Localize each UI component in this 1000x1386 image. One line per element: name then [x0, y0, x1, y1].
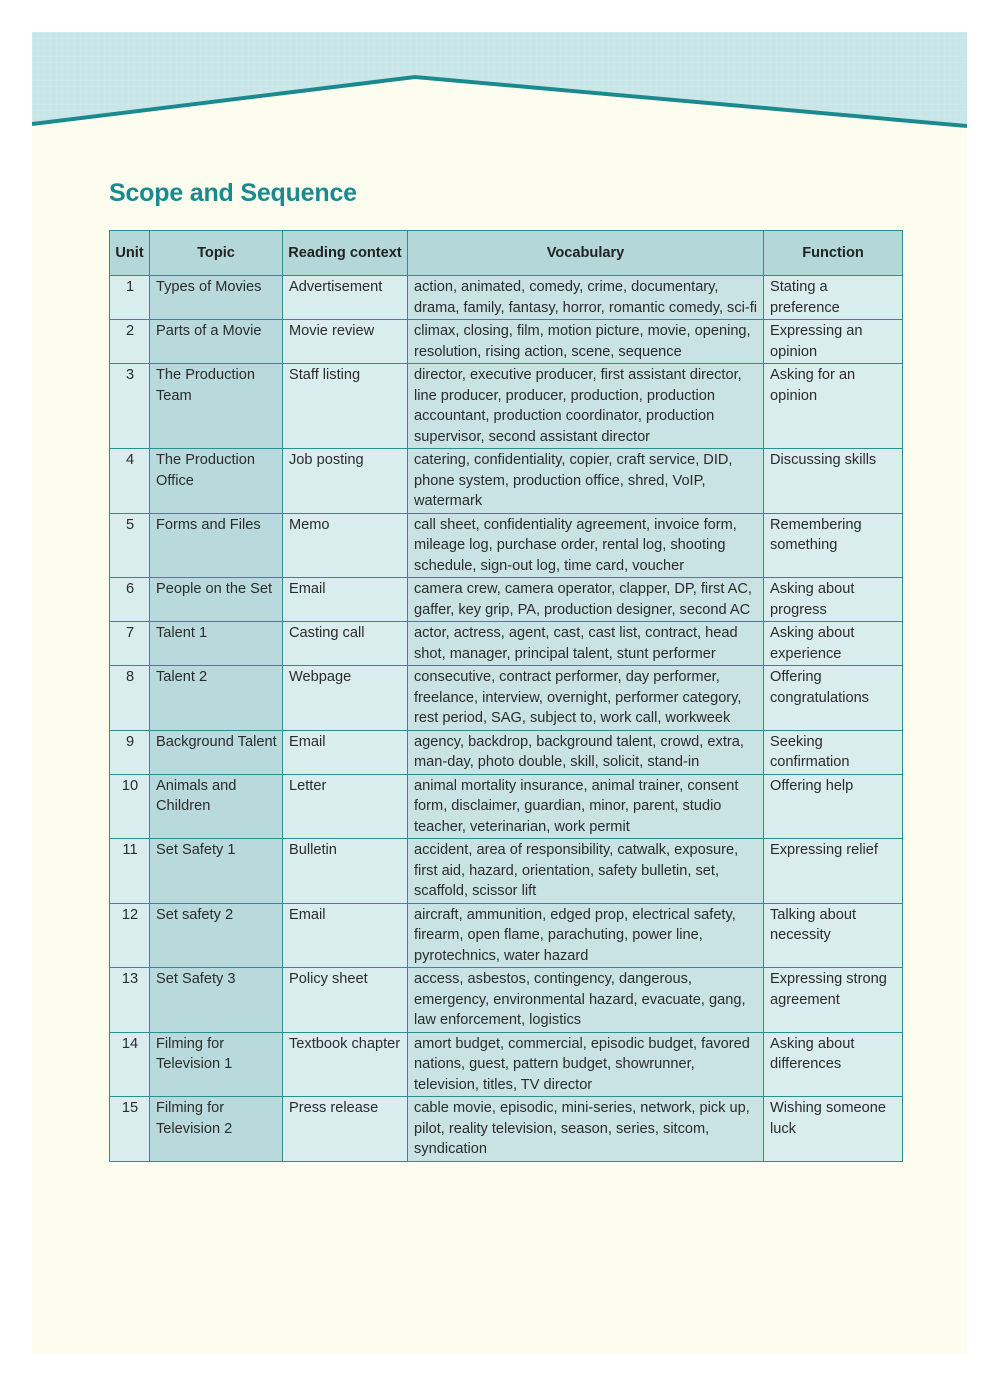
table-row — [110, 774, 903, 839]
table-row — [110, 903, 903, 968]
cell-unit: 11 — [110, 839, 150, 904]
cell-vocabulary: accident, area of responsibility, catwalk, exposure, first aid, hazard, orientation, safety bulletin, set, scaffold, scissor lift — [408, 839, 764, 904]
scope-table — [109, 230, 903, 1162]
cell-reading-context: Memo — [283, 513, 408, 578]
cell-reading-context: Email — [283, 903, 408, 968]
cell-topic: Set safety 2 — [150, 903, 283, 968]
cell-reading-context: Textbook chapter — [283, 1032, 408, 1097]
cell-function: Seeking confirmation — [764, 730, 903, 774]
cell-topic: Filming for Television 2 — [150, 1097, 283, 1162]
cell-unit: 8 — [110, 666, 150, 731]
cell-reading-context: Policy sheet — [283, 968, 408, 1033]
cell-reading-context: Letter — [283, 774, 408, 839]
cell-unit: 7 — [110, 622, 150, 666]
cell-function: Offering help — [764, 774, 903, 839]
cell-unit: 9 — [110, 730, 150, 774]
cell-function: Offering congratulations — [764, 666, 903, 731]
cell-vocabulary: animal mortality insurance, animal trainer, consent form, disclaimer, guardian, minor, parent, studio teacher, veterinarian, work permit — [408, 774, 764, 839]
cell-reading-context: Bulletin — [283, 839, 408, 904]
cell-topic: Set Safety 1 — [150, 839, 283, 904]
cell-topic: Parts of a Movie — [150, 320, 283, 364]
cell-unit: 10 — [110, 774, 150, 839]
cell-topic: Filming for Television 1 — [150, 1032, 283, 1097]
cell-unit: 4 — [110, 449, 150, 514]
cell-vocabulary: catering, confidentiality, copier, craft service, DID, phone system, production office, shred, VoIP, watermark — [408, 449, 764, 514]
cell-reading-context: Movie review — [283, 320, 408, 364]
header-function: Function — [764, 231, 903, 276]
table-row — [110, 276, 903, 320]
cell-unit: 14 — [110, 1032, 150, 1097]
table-row — [110, 1032, 903, 1097]
cell-topic: Types of Movies — [150, 276, 283, 320]
table-row — [110, 320, 903, 364]
cell-unit: 5 — [110, 513, 150, 578]
page-title: Scope and Sequence — [109, 179, 357, 207]
cell-topic: Background Talent — [150, 730, 283, 774]
cell-function: Expressing strong agreement — [764, 968, 903, 1033]
cell-reading-context: Advertisement — [283, 276, 408, 320]
cell-vocabulary: call sheet, confidentiality agreement, invoice form, mileage log, purchase order, rental log, shooting schedule, sign-out log, time card, voucher — [408, 513, 764, 578]
table-row — [110, 1097, 903, 1162]
table-row — [110, 730, 903, 774]
header-reading-context: Reading context — [283, 231, 408, 276]
cell-vocabulary: camera crew, camera operator, clapper, DP, first AC, gaffer, key grip, PA, production designer, second AC — [408, 578, 764, 622]
table-header-row — [110, 231, 903, 276]
cell-topic: Talent 2 — [150, 666, 283, 731]
header-unit: Unit — [110, 231, 150, 276]
table-row — [110, 578, 903, 622]
cell-reading-context: Email — [283, 578, 408, 622]
cell-unit: 2 — [110, 320, 150, 364]
cell-function: Remembering something — [764, 513, 903, 578]
cell-topic: Set Safety 3 — [150, 968, 283, 1033]
cell-topic: Talent 1 — [150, 622, 283, 666]
cell-unit: 13 — [110, 968, 150, 1033]
header-vocabulary: Vocabulary — [408, 231, 764, 276]
cell-unit: 12 — [110, 903, 150, 968]
table-row — [110, 449, 903, 514]
table-row — [110, 364, 903, 449]
cell-topic: The Production Office — [150, 449, 283, 514]
cell-topic: Animals and Children — [150, 774, 283, 839]
cell-vocabulary: agency, backdrop, background talent, crowd, extra, man-day, photo double, skill, solicit, stand-in — [408, 730, 764, 774]
header-banner — [32, 32, 967, 132]
cell-reading-context: Job posting — [283, 449, 408, 514]
cell-vocabulary: aircraft, ammunition, edged prop, electrical safety, firearm, open flame, parachuting, power line, pyrotechnics, water hazard — [408, 903, 764, 968]
cell-function: Wishing someone luck — [764, 1097, 903, 1162]
cell-topic: Forms and Files — [150, 513, 283, 578]
header-topic: Topic — [150, 231, 283, 276]
cell-reading-context: Staff listing — [283, 364, 408, 449]
cell-unit: 3 — [110, 364, 150, 449]
cell-reading-context: Press release — [283, 1097, 408, 1162]
table-body — [110, 276, 903, 1162]
cell-function: Asking about differences — [764, 1032, 903, 1097]
cell-unit: 1 — [110, 276, 150, 320]
cell-function: Stating a preference — [764, 276, 903, 320]
cell-reading-context: Webpage — [283, 666, 408, 731]
cell-function: Expressing an opinion — [764, 320, 903, 364]
cell-function: Talking about necessity — [764, 903, 903, 968]
cell-reading-context: Casting call — [283, 622, 408, 666]
cell-vocabulary: consecutive, contract performer, day performer, freelance, interview, overnight, performer category, rest period, SAG, subject to, work call, workweek — [408, 666, 764, 731]
cell-function: Asking for an opinion — [764, 364, 903, 449]
cell-vocabulary: director, executive producer, first assistant director, line producer, producer, production, production accountant, production coordinator, production supervisor, second assistant director — [408, 364, 764, 449]
page — [32, 32, 967, 1354]
cell-topic: People on the Set — [150, 578, 283, 622]
cell-topic: The Production Team — [150, 364, 283, 449]
cell-function: Asking about experience — [764, 622, 903, 666]
cell-vocabulary: climax, closing, film, motion picture, movie, opening, resolution, rising action, scene, sequence — [408, 320, 764, 364]
cell-unit: 6 — [110, 578, 150, 622]
table-row — [110, 968, 903, 1033]
cell-vocabulary: action, animated, comedy, crime, documentary, drama, family, fantasy, horror, romantic comedy, sci-fi — [408, 276, 764, 320]
cell-reading-context: Email — [283, 730, 408, 774]
cell-function: Expressing relief — [764, 839, 903, 904]
table-row — [110, 666, 903, 731]
cell-vocabulary: amort budget, commercial, episodic budget, favored nations, guest, pattern budget, showrunner, television, titles, TV director — [408, 1032, 764, 1097]
table-row — [110, 513, 903, 578]
cell-function: Asking about progress — [764, 578, 903, 622]
cell-vocabulary: actor, actress, agent, cast, cast list, contract, head shot, manager, principal talent, stunt performer — [408, 622, 764, 666]
cell-vocabulary: cable movie, episodic, mini-series, network, pick up, pilot, reality television, season, series, sitcom, syndication — [408, 1097, 764, 1162]
cell-function: Discussing skills — [764, 449, 903, 514]
cell-vocabulary: access, asbestos, contingency, dangerous, emergency, environmental hazard, evacuate, gang, law enforcement, logistics — [408, 968, 764, 1033]
table-row — [110, 622, 903, 666]
cell-unit: 15 — [110, 1097, 150, 1162]
table-row — [110, 839, 903, 904]
